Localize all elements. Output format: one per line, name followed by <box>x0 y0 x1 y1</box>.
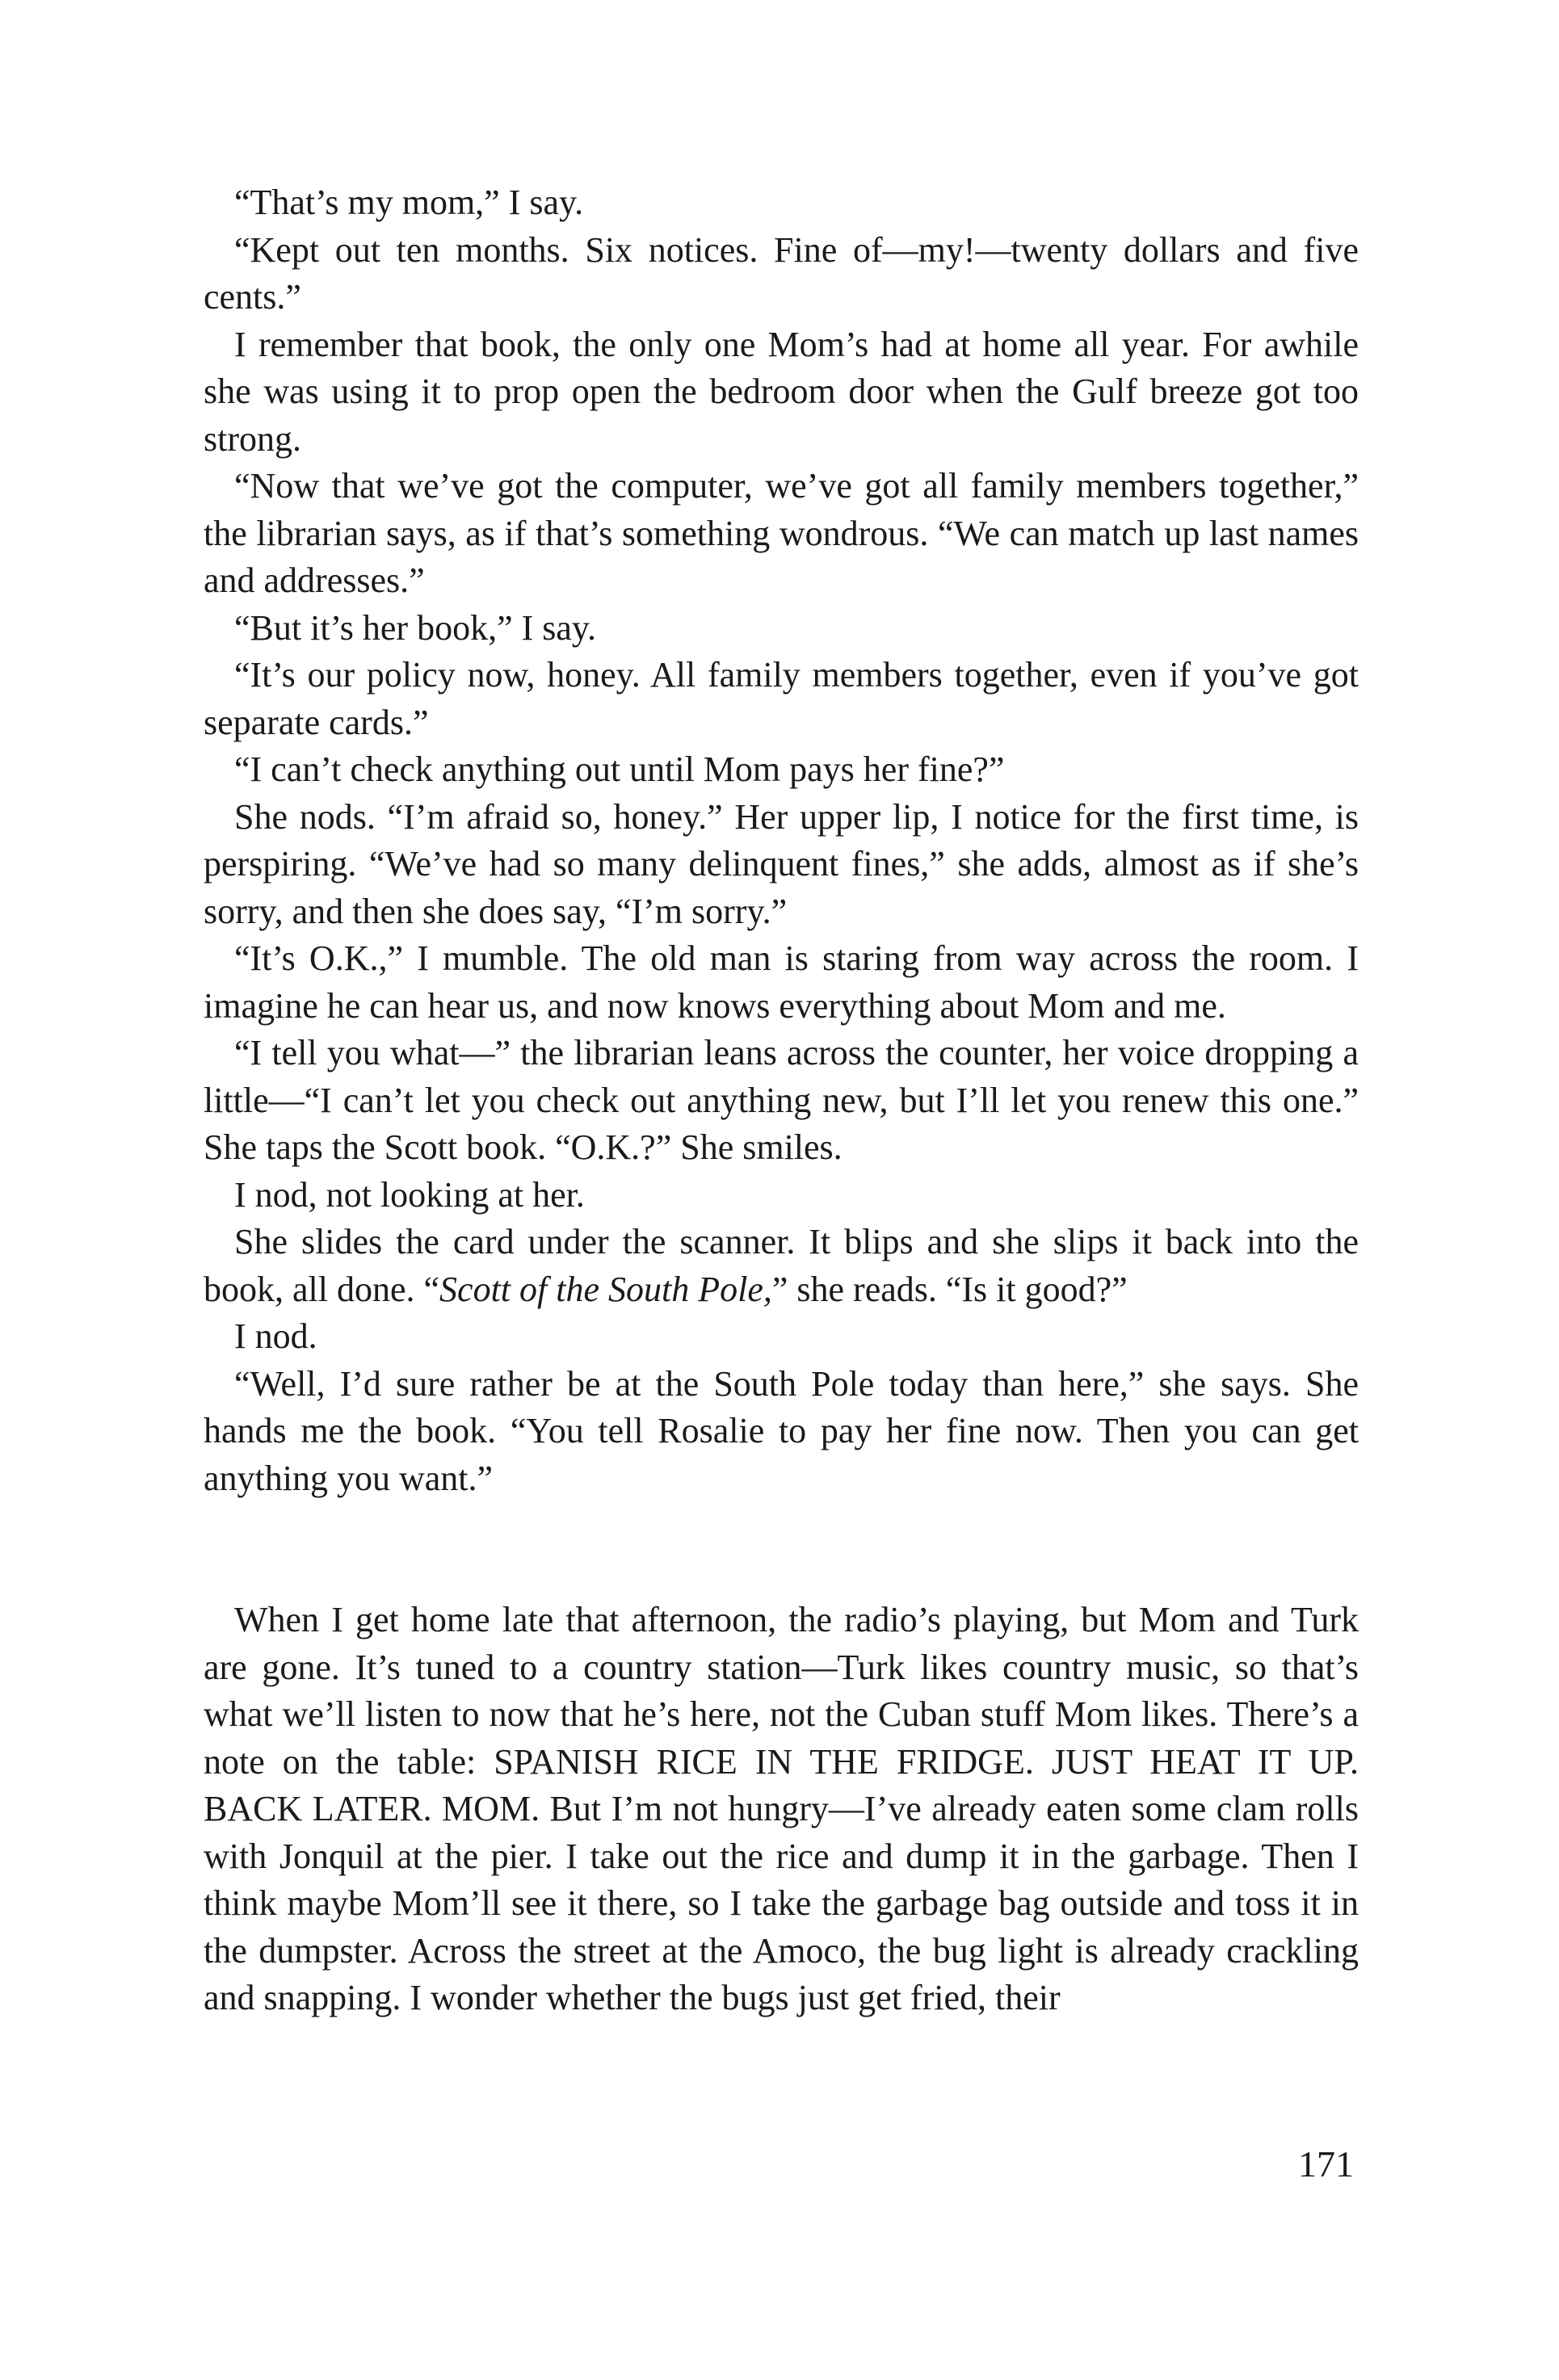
paragraph: When I get home late that afternoon, the radio’s playing, but Mom and Turk are gone. It’s tuned to a country station—Turk likes country music, so that’s what we’ll listen to now that he’s here, not the Cuban stuff Mom likes. There’s a note on the table: SPANISH RICE IN THE FRIDGE. JUST HEAT IT UP. BACK LATER. MOM. But I’m not hungry—I’ve already eaten some clam rolls with Jonquil at the pier. I take out the rice and dump it in the garbage. Then I think maybe Mom’ll see it there, so I take the garbage bag outside and toss it in the dumpster. Across the street at the Amoco, the bug light is already crackling and snapping. I wonder whether the bugs just get fried, their <box>204 1600 1359 2017</box>
paragraph: She nods. “I’m afraid so, honey.” Her upper lip, I notice for the first time, is perspiring. “We’ve had so many delinquent fines,” she adds, almost as if she’s sorry, and then she does say, “I’m sorry.” <box>204 796 1359 931</box>
paragraph: “I can’t check anything out until Mom pays her fine?” <box>234 749 1005 789</box>
paragraph: “But it’s her book,” I say. <box>234 607 597 648</box>
paragraph: “Now that we’ve got the computer, we’ve got all family members together,” the librarian says, as if that’s something wondrous. “We can match up last names and addresses.” <box>204 466 1359 600</box>
paragraph: “Well, I’d sure rather be at the South Pole today than here,” she says. She hands me the book. “You tell Rosalie to pay her fine now. Then you can get anything you want.” <box>204 1363 1359 1498</box>
paragraph: “It’s our policy now, honey. All family members together, even if you’ve got separate cards.” <box>204 655 1359 742</box>
book-title: Scott of the South Pole, <box>439 1269 772 1309</box>
paragraph: “That’s my mom,” I say. <box>234 183 584 222</box>
paragraph: “It’s O.K.,” I mumble. The old man is staring from way across the room. I imagine he can hear us, and now knows everything about Mom and me. <box>204 938 1359 1026</box>
paragraph-scanner <box>204 1219 1359 1313</box>
paragraph: “Kept out ten months. Six notices. Fine of—my!—twenty dollars and five cents.” <box>204 229 1359 317</box>
paragraph: I remember that book, the only one Mom’s had at home all year. For awhile she was using it to prop open the bedroom door when the Gulf breeze got too strong. <box>204 324 1359 459</box>
page-body <box>204 179 1359 2022</box>
text-span: She slides the card under the scanner. It blips and she slips it back into the book, all done. “ <box>204 1222 1359 1309</box>
paragraph: I nod, not looking at her. <box>234 1174 585 1215</box>
page-number: 171 <box>1298 2143 1354 2185</box>
paragraph: “I tell you what—” the librarian leans across the counter, her voice dropping a little—“I can’t let you check out anything new, but I’ll let you renew this one.” She taps the Scott book. “O.K.?” She smiles. <box>204 1033 1359 1167</box>
section-break <box>204 1502 1359 1597</box>
text-span: ” she reads. “Is it good?” <box>771 1269 1128 1309</box>
paragraph: I nod. <box>234 1316 317 1356</box>
